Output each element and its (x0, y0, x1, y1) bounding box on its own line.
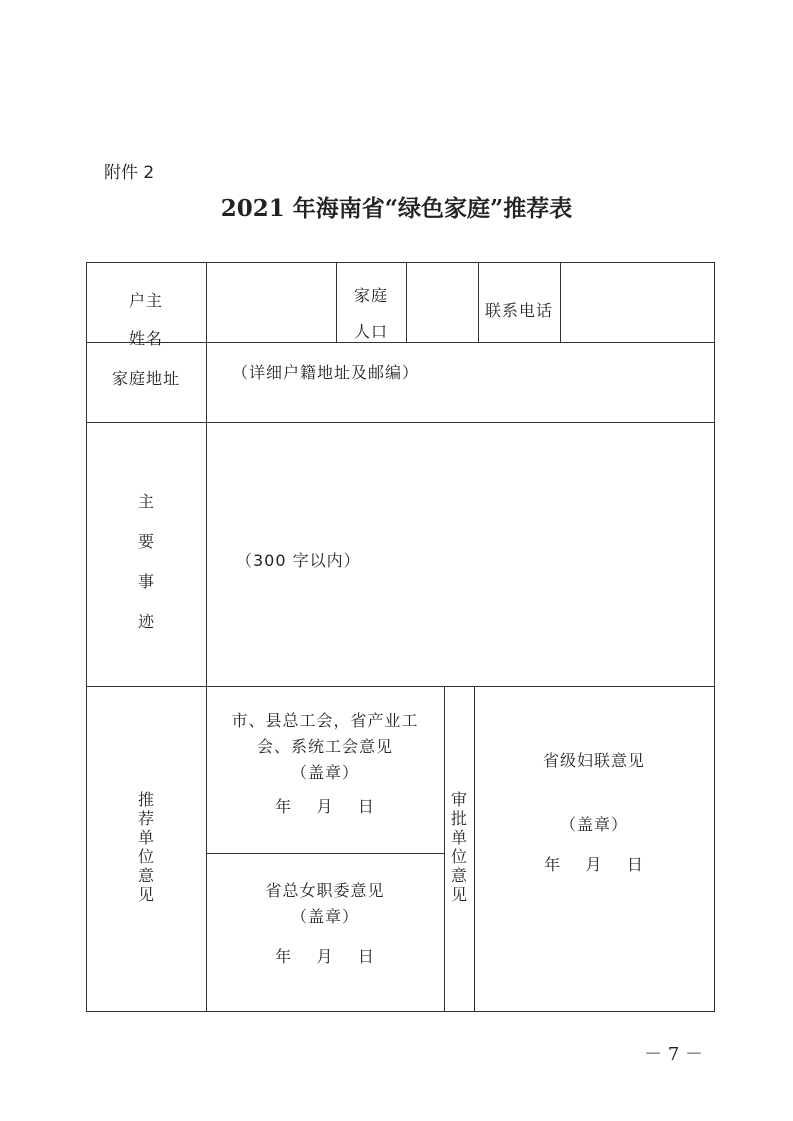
approval-char: 位 (450, 847, 467, 866)
recommend-char: 位 (137, 847, 154, 866)
women-opinion (206, 878, 444, 930)
table-line (86, 1011, 714, 1012)
women-seal: （盖章） (290, 907, 359, 926)
federation-opinion: 省级妇联意见 (542, 751, 645, 770)
attachment-label: 附件 2 (104, 163, 155, 183)
householder-label-line1: 户主 (128, 291, 163, 310)
table-line (86, 422, 714, 423)
family-label-line2: 人口 (353, 322, 388, 341)
page-title: 2021 年海南省“绿色家庭”推荐表 (220, 195, 573, 222)
recommend-char: 意 (137, 866, 154, 885)
address-label: 家庭地址 (111, 369, 180, 388)
union-opinion-line1: 市、县总工会，省产业工 (231, 711, 419, 730)
union-date: 年 月 日 (275, 797, 375, 816)
table-line (206, 853, 444, 854)
union-seal: （盖章） (290, 763, 359, 782)
recommend-char: 荐 (137, 809, 154, 828)
women-opinion-title: 省总女职委意见 (265, 881, 385, 900)
deeds-char: 要 (137, 532, 154, 551)
deeds-label (86, 482, 206, 642)
federation-seal: （盖章） (559, 815, 628, 834)
deeds-hint: （300 字以内） (236, 551, 361, 570)
householder-label-line2: 姓名 (128, 329, 163, 348)
recommend-unit-label (86, 790, 206, 904)
householder-label (86, 282, 206, 358)
union-opinion (206, 708, 444, 786)
union-opinion-line2: 会、系统工会意见 (256, 737, 393, 756)
recommend-char: 单 (137, 828, 154, 847)
table-line (714, 262, 715, 1012)
recommend-char: 推 (137, 790, 154, 809)
approval-unit-label (444, 790, 474, 904)
address-hint: （详细户籍地址及邮编） (232, 363, 420, 382)
family-size-value[interactable] (407, 263, 477, 341)
women-date: 年 月 日 (275, 947, 375, 966)
federation-date: 年 月 日 (544, 855, 644, 874)
deeds-char: 事 (137, 572, 154, 591)
approval-char: 意 (450, 866, 467, 885)
deeds-char: 迹 (137, 612, 154, 631)
table-line (474, 686, 475, 1011)
deeds-char: 主 (137, 492, 154, 511)
table-line (86, 686, 714, 687)
approval-char: 单 (450, 828, 467, 847)
approval-char: 审 (450, 790, 467, 809)
page-number: － 7 － (644, 1044, 703, 1065)
recommend-char: 见 (137, 885, 154, 904)
family-label-line1: 家庭 (353, 286, 388, 305)
approval-char: 见 (450, 885, 467, 904)
family-size-label (336, 278, 406, 350)
phone-label: 联系电话 (484, 301, 553, 320)
approval-char: 批 (450, 809, 467, 828)
phone-value[interactable] (561, 263, 713, 341)
householder-value[interactable] (207, 263, 335, 341)
